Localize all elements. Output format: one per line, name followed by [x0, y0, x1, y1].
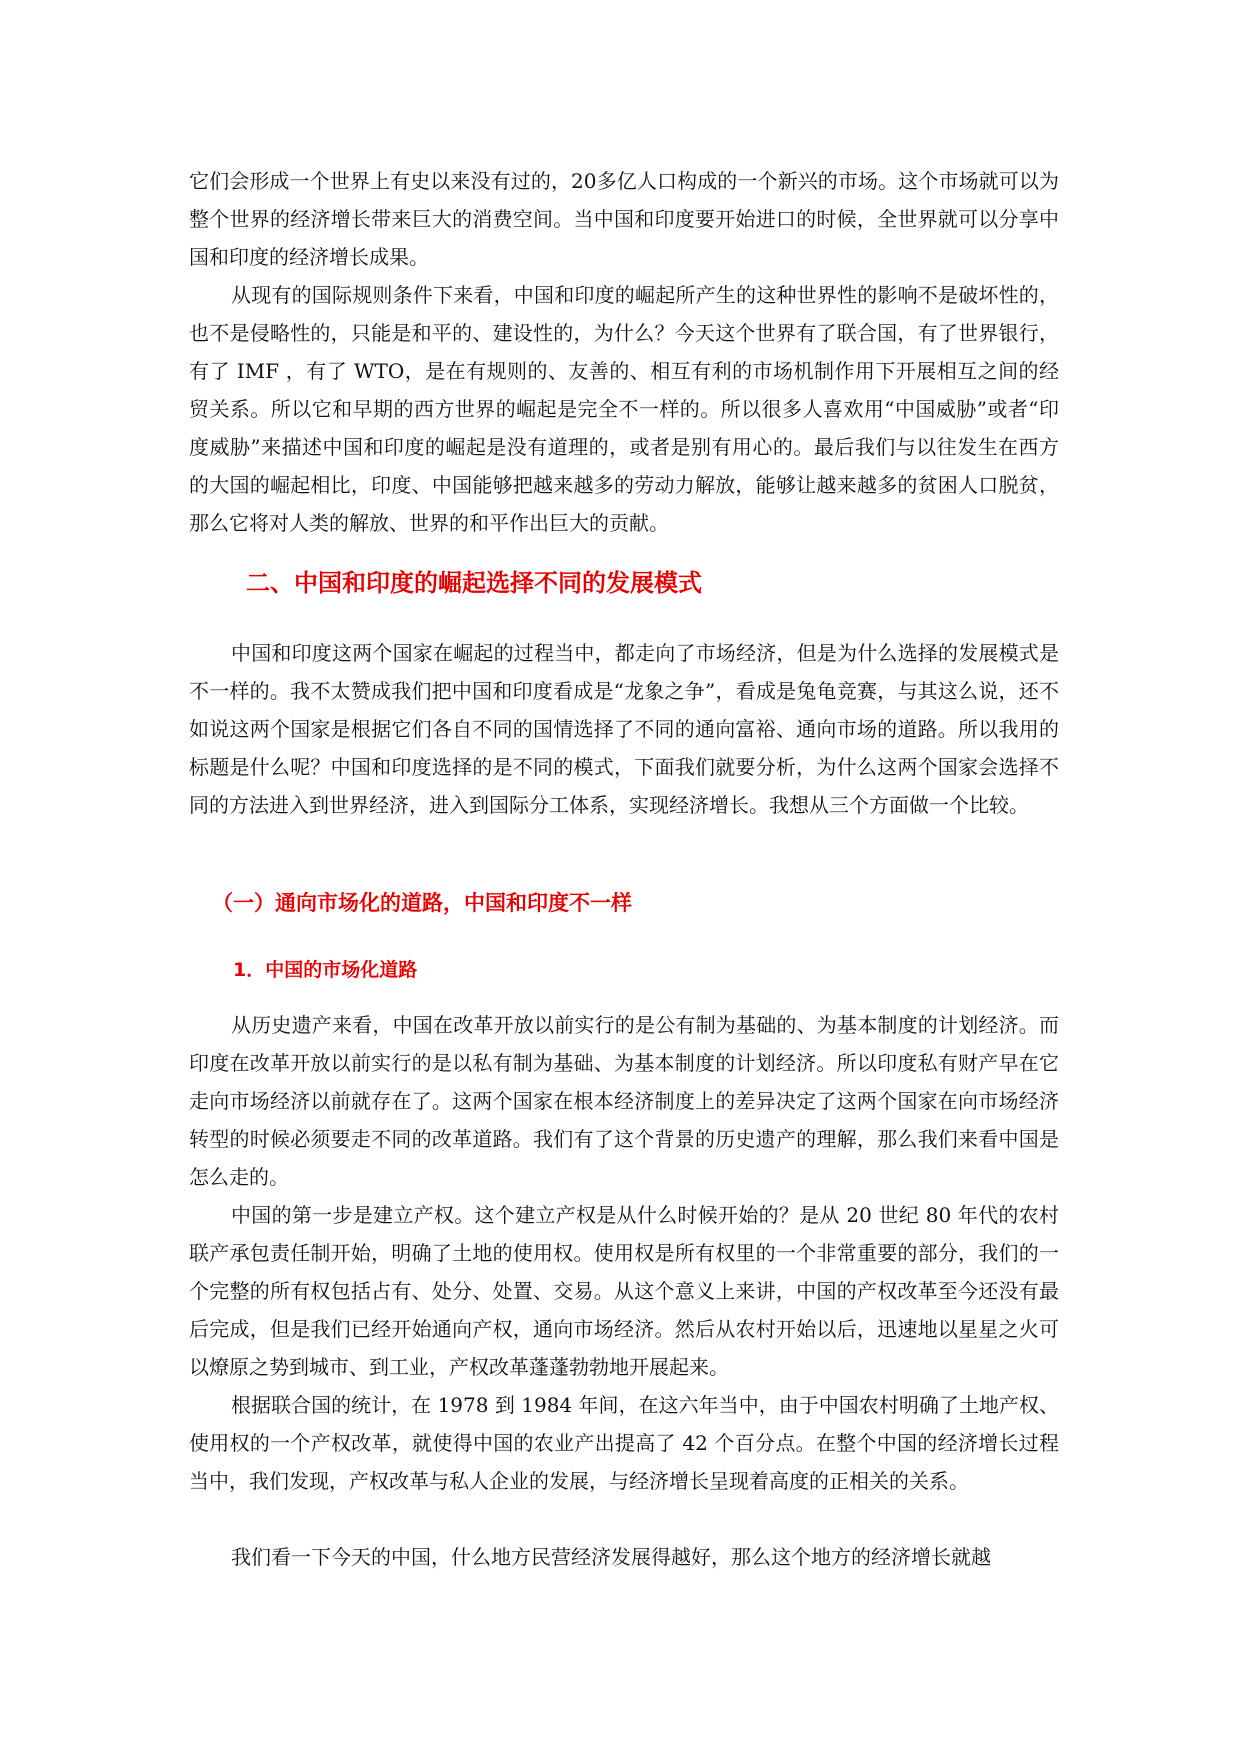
section-heading: 二、中国和印度的崛起选择不同的发展模式	[246, 569, 702, 597]
paragraph-5: 中国的第一步是建立产权。这个建立产权是从什么时候开始的？是从 20 世纪 80 年代的农村联产承包责任制开始，明确了土地的使用权。使用权是所有权里的一个非常重要的部分，我们的一个完整的所有权包括占有、处分、处置、交易。从这个意义上来讲，中国的产权改革至今还没有最后完成，但是我们已经开始通向产权，通向市场经济。然后从农村开始以后，迅速地以星星之火可以燎原之势到城市、到工业，产权改革蓬蓬勃勃地开展起来。	[189, 1203, 1059, 1379]
paragraph-2: 从现有的国际规则条件下来看，中国和印度的崛起所产生的这种世界性的影响不是破坏性的，也不是侵略性的，只能是和平的、建设性的，为什么？今天这个世界有了联合国，有了世界银行，有了 IMF ，有了 WTO，是在有规则的、友善的、相互有利的市场机制作用下开展相互之间的经贸关系。所以它和早期的西方世界的崛起是完全不一样的。所以很多人喜欢用“中国威胁”或者“印度威胁”来描述中国和印度的崛起是没有道理的，或者是别有用心的。最后我们与以往发生在西方的大国的崛起相比，印度、中国能够把越来越多的劳动力解放，能够让越来越多的贫困人口脱贫，那么它将对人类的解放、世界的和平作出巨大的贡献。	[189, 283, 1059, 535]
paragraph-6: 根据联合国的统计，在 1978 到 1984 年间，在这六年当中，由于中国农村明确了土地产权、使用权的一个产权改革，就使得中国的农业产出提高了 42 个百分点。在整个中国的经济增长过程当中，我们发现，产权改革与私人企业的发展，与经济增长呈现着高度的正相关的关系。	[189, 1393, 1059, 1493]
paragraph-3: 中国和印度这两个国家在崛起的过程当中，都走向了市场经济，但是为什么选择的发展模式是不一样的。我不太赞成我们把中国和印度看成是“龙象之争”，看成是兔龟竞赛，与其这么说，还不如说这两个国家是根据它们各自不同的国情选择了不同的通向富裕、通向市场的道路。所以我用的标题是什么呢？中国和印度选择的是不同的模式，下面我们就要分析，为什么这两个国家会选择不同的方法进入到世界经济，进入到国际分工体系，实现经济增长。我想从三个方面做一个比较。	[189, 641, 1059, 817]
paragraph-7: 我们看一下今天的中国，什么地方民营经济发展得越好，那么这个地方的经济增长就越	[231, 1545, 991, 1569]
item-heading: 1．中国的市场化道路	[233, 959, 418, 981]
subsection-heading: （一）通向市场化的道路，中国和印度不一样	[212, 891, 632, 915]
paragraph-4: 从历史遗产来看，中国在改革开放以前实行的是公有制为基础的、为基本制度的计划经济。而印度在改革开放以前实行的是以私有制为基础、为基本制度的计划经济。所以印度私有财产早在它走向市场经济以前就存在了。这两个国家在根本经济制度上的差异决定了这两个国家在向市场经济转型的时候必须要走不同的改革道路。我们有了这个背景的历史遗产的理解，那么我们来看中国是怎么走的。	[189, 1013, 1059, 1189]
paragraph-1: 它们会形成一个世界上有史以来没有过的，20多亿人口构成的一个新兴的市场。这个市场就可以为整个世界的经济增长带来巨大的消费空间。当中国和印度要开始进口的时候，全世界就可以分享中国和印度的经济增长成果。	[189, 169, 1059, 269]
